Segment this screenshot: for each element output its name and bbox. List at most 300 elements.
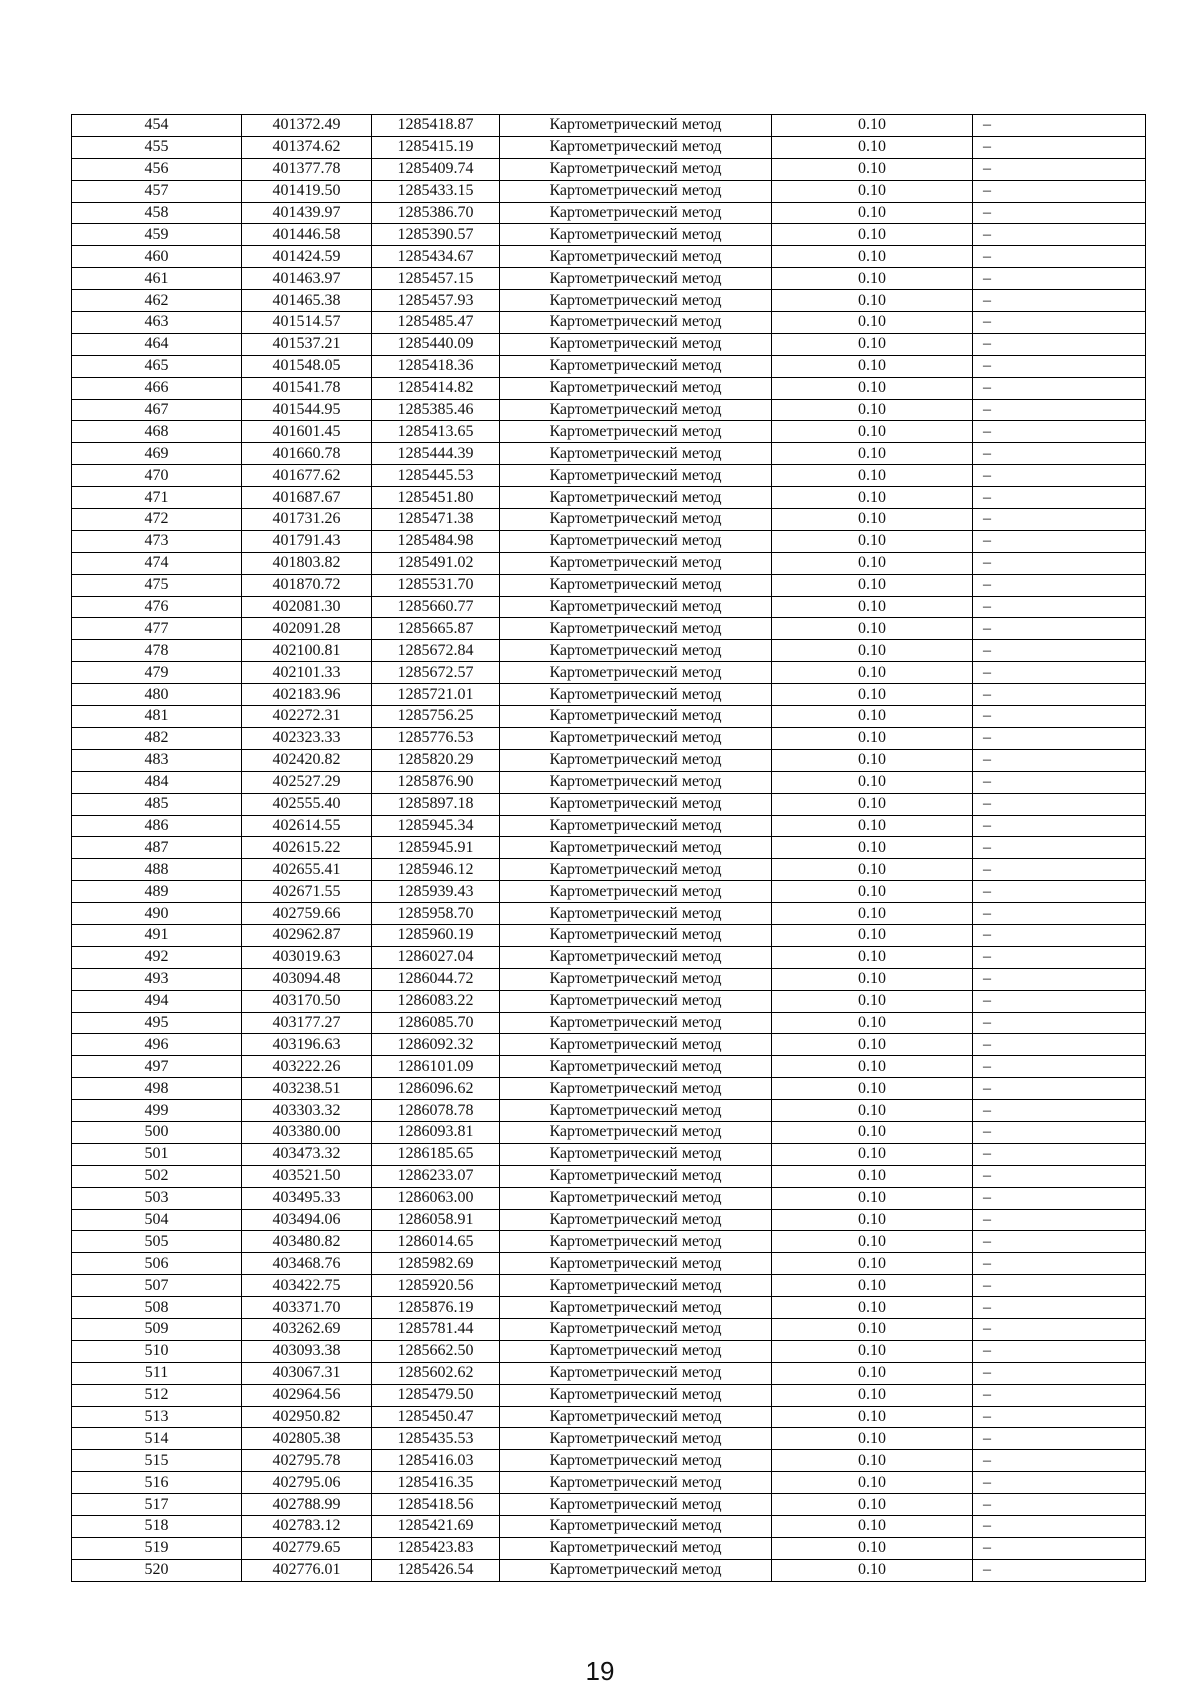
note-cell: – (973, 640, 1146, 662)
y-coordinate-cell: 1285444.39 (372, 443, 500, 465)
point-number-cell: 494 (72, 990, 242, 1012)
accuracy-cell: 0.10 (772, 662, 973, 684)
note-cell: – (973, 1384, 1146, 1406)
point-number-cell: 519 (72, 1537, 242, 1559)
point-number-cell: 457 (72, 180, 242, 202)
y-coordinate-cell: 1286063.00 (372, 1187, 500, 1209)
table-row (72, 377, 1146, 399)
x-coordinate-cell: 401731.26 (242, 509, 372, 531)
method-cell: Картометрический метод (500, 968, 772, 990)
method-cell: Картометрический метод (500, 115, 772, 137)
x-coordinate-cell: 401660.78 (242, 443, 372, 465)
point-number-cell: 488 (72, 859, 242, 881)
accuracy-cell: 0.10 (772, 355, 973, 377)
point-number-cell: 477 (72, 618, 242, 640)
y-coordinate-cell: 1285416.35 (372, 1472, 500, 1494)
table-row (72, 158, 1146, 180)
y-coordinate-cell: 1285485.47 (372, 312, 500, 334)
table-row (72, 115, 1146, 137)
x-coordinate-cell: 402615.22 (242, 837, 372, 859)
x-coordinate-cell: 402101.33 (242, 662, 372, 684)
y-coordinate-cell: 1285418.87 (372, 115, 500, 137)
x-coordinate-cell: 401424.59 (242, 246, 372, 268)
method-cell: Картометрический метод (500, 1494, 772, 1516)
method-cell: Картометрический метод (500, 552, 772, 574)
x-coordinate-cell: 402323.33 (242, 727, 372, 749)
table-row (72, 859, 1146, 881)
x-coordinate-cell: 403380.00 (242, 1121, 372, 1143)
note-cell: – (973, 399, 1146, 421)
note-cell: – (973, 552, 1146, 574)
accuracy-cell: 0.10 (772, 202, 973, 224)
accuracy-cell: 0.10 (772, 1187, 973, 1209)
y-coordinate-cell: 1286058.91 (372, 1209, 500, 1231)
method-cell: Картометрический метод (500, 1428, 772, 1450)
x-coordinate-cell: 403468.76 (242, 1253, 372, 1275)
point-number-cell: 481 (72, 706, 242, 728)
accuracy-cell: 0.10 (772, 443, 973, 465)
method-cell: Картометрический метод (500, 837, 772, 859)
point-number-cell: 476 (72, 596, 242, 618)
y-coordinate-cell: 1285418.56 (372, 1494, 500, 1516)
point-number-cell: 503 (72, 1187, 242, 1209)
method-cell: Картометрический метод (500, 574, 772, 596)
note-cell: – (973, 1100, 1146, 1122)
point-number-cell: 485 (72, 793, 242, 815)
table-row (72, 202, 1146, 224)
table-row (72, 1231, 1146, 1253)
x-coordinate-cell: 403094.48 (242, 968, 372, 990)
y-coordinate-cell: 1285946.12 (372, 859, 500, 881)
y-coordinate-cell: 1285939.43 (372, 881, 500, 903)
note-cell: – (973, 1428, 1146, 1450)
x-coordinate-cell: 403093.38 (242, 1340, 372, 1362)
x-coordinate-cell: 401537.21 (242, 333, 372, 355)
note-cell: – (973, 706, 1146, 728)
table-row (72, 1121, 1146, 1143)
method-cell: Картометрический метод (500, 268, 772, 290)
accuracy-cell: 0.10 (772, 1209, 973, 1231)
y-coordinate-cell: 1285876.90 (372, 771, 500, 793)
note-cell: – (973, 1362, 1146, 1384)
point-number-cell: 462 (72, 290, 242, 312)
x-coordinate-cell: 402962.87 (242, 924, 372, 946)
table-row (72, 1078, 1146, 1100)
y-coordinate-cell: 1285945.34 (372, 815, 500, 837)
x-coordinate-cell: 402272.31 (242, 706, 372, 728)
x-coordinate-cell: 401870.72 (242, 574, 372, 596)
accuracy-cell: 0.10 (772, 1012, 973, 1034)
y-coordinate-cell: 1285531.70 (372, 574, 500, 596)
note-cell: – (973, 837, 1146, 859)
accuracy-cell: 0.10 (772, 136, 973, 158)
accuracy-cell: 0.10 (772, 749, 973, 771)
y-coordinate-cell: 1285385.46 (372, 399, 500, 421)
note-cell: – (973, 1209, 1146, 1231)
y-coordinate-cell: 1285602.62 (372, 1362, 500, 1384)
method-cell: Картометрический метод (500, 1450, 772, 1472)
point-number-cell: 511 (72, 1362, 242, 1384)
y-coordinate-cell: 1285660.77 (372, 596, 500, 618)
point-number-cell: 517 (72, 1494, 242, 1516)
note-cell: – (973, 1143, 1146, 1165)
table-row (72, 706, 1146, 728)
note-cell: – (973, 1012, 1146, 1034)
x-coordinate-cell: 403177.27 (242, 1012, 372, 1034)
table-row (72, 771, 1146, 793)
table-row (72, 1559, 1146, 1581)
accuracy-cell: 0.10 (772, 684, 973, 706)
point-number-cell: 518 (72, 1516, 242, 1538)
method-cell: Картометрический метод (500, 640, 772, 662)
method-cell: Картометрический метод (500, 1121, 772, 1143)
method-cell: Картометрический метод (500, 487, 772, 509)
table-row (72, 1143, 1146, 1165)
y-coordinate-cell: 1286092.32 (372, 1034, 500, 1056)
note-cell: – (973, 355, 1146, 377)
table-row (72, 1384, 1146, 1406)
point-number-cell: 467 (72, 399, 242, 421)
point-number-cell: 487 (72, 837, 242, 859)
point-number-cell: 512 (72, 1384, 242, 1406)
method-cell: Картометрический метод (500, 1384, 772, 1406)
note-cell: – (973, 487, 1146, 509)
method-cell: Картометрический метод (500, 1143, 772, 1165)
x-coordinate-cell: 403480.82 (242, 1231, 372, 1253)
x-coordinate-cell: 401544.95 (242, 399, 372, 421)
method-cell: Картометрический метод (500, 136, 772, 158)
x-coordinate-cell: 403494.06 (242, 1209, 372, 1231)
note-cell: – (973, 1450, 1146, 1472)
note-cell: – (973, 246, 1146, 268)
table-row (72, 333, 1146, 355)
accuracy-cell: 0.10 (772, 224, 973, 246)
accuracy-cell: 0.10 (772, 1494, 973, 1516)
note-cell: – (973, 1034, 1146, 1056)
point-number-cell: 482 (72, 727, 242, 749)
note-cell: – (973, 793, 1146, 815)
y-coordinate-cell: 1286083.22 (372, 990, 500, 1012)
method-cell: Картометрический метод (500, 465, 772, 487)
note-cell: – (973, 1187, 1146, 1209)
accuracy-cell: 0.10 (772, 1384, 973, 1406)
table-row (72, 1275, 1146, 1297)
method-cell: Картометрический метод (500, 662, 772, 684)
point-number-cell: 507 (72, 1275, 242, 1297)
point-number-cell: 458 (72, 202, 242, 224)
coordinates-table (71, 114, 1146, 1582)
y-coordinate-cell: 1285445.53 (372, 465, 500, 487)
y-coordinate-cell: 1286233.07 (372, 1165, 500, 1187)
note-cell: – (973, 968, 1146, 990)
method-cell: Картометрический метод (500, 158, 772, 180)
note-cell: – (973, 158, 1146, 180)
y-coordinate-cell: 1285457.15 (372, 268, 500, 290)
point-number-cell: 508 (72, 1297, 242, 1319)
y-coordinate-cell: 1285876.19 (372, 1297, 500, 1319)
y-coordinate-cell: 1285435.53 (372, 1428, 500, 1450)
y-coordinate-cell: 1285820.29 (372, 749, 500, 771)
method-cell: Картометрический метод (500, 1297, 772, 1319)
note-cell: – (973, 115, 1146, 137)
y-coordinate-cell: 1285665.87 (372, 618, 500, 640)
accuracy-cell: 0.10 (772, 1100, 973, 1122)
accuracy-cell: 0.10 (772, 552, 973, 574)
note-cell: – (973, 202, 1146, 224)
accuracy-cell: 0.10 (772, 706, 973, 728)
x-coordinate-cell: 402805.38 (242, 1428, 372, 1450)
accuracy-cell: 0.10 (772, 815, 973, 837)
table-row (72, 946, 1146, 968)
method-cell: Картометрический метод (500, 946, 772, 968)
x-coordinate-cell: 401548.05 (242, 355, 372, 377)
accuracy-cell: 0.10 (772, 1253, 973, 1275)
y-coordinate-cell: 1286078.78 (372, 1100, 500, 1122)
x-coordinate-cell: 402655.41 (242, 859, 372, 881)
x-coordinate-cell: 402100.81 (242, 640, 372, 662)
table-row (72, 355, 1146, 377)
table-row (72, 924, 1146, 946)
y-coordinate-cell: 1285781.44 (372, 1318, 500, 1340)
y-coordinate-cell: 1285491.02 (372, 552, 500, 574)
y-coordinate-cell: 1285414.82 (372, 377, 500, 399)
note-cell: – (973, 903, 1146, 925)
accuracy-cell: 0.10 (772, 1406, 973, 1428)
table-row (72, 837, 1146, 859)
accuracy-cell: 0.10 (772, 1318, 973, 1340)
accuracy-cell: 0.10 (772, 421, 973, 443)
note-cell: – (973, 881, 1146, 903)
x-coordinate-cell: 401465.38 (242, 290, 372, 312)
method-cell: Картометрический метод (500, 1318, 772, 1340)
table-row (72, 1165, 1146, 1187)
point-number-cell: 459 (72, 224, 242, 246)
point-number-cell: 470 (72, 465, 242, 487)
accuracy-cell: 0.10 (772, 1340, 973, 1362)
table-row (72, 530, 1146, 552)
y-coordinate-cell: 1285982.69 (372, 1253, 500, 1275)
note-cell: – (973, 618, 1146, 640)
y-coordinate-cell: 1285415.19 (372, 136, 500, 158)
x-coordinate-cell: 401677.62 (242, 465, 372, 487)
accuracy-cell: 0.10 (772, 1297, 973, 1319)
note-cell: – (973, 180, 1146, 202)
method-cell: Картометрический метод (500, 355, 772, 377)
method-cell: Картометрический метод (500, 399, 772, 421)
method-cell: Картометрический метод (500, 180, 772, 202)
note-cell: – (973, 684, 1146, 706)
note-cell: – (973, 1056, 1146, 1078)
note-cell: – (973, 421, 1146, 443)
y-coordinate-cell: 1285421.69 (372, 1516, 500, 1538)
point-number-cell: 484 (72, 771, 242, 793)
table-row (72, 618, 1146, 640)
table-row (72, 1012, 1146, 1034)
table-row (72, 224, 1146, 246)
method-cell: Картометрический метод (500, 903, 772, 925)
x-coordinate-cell: 402091.28 (242, 618, 372, 640)
method-cell: Картометрический метод (500, 1187, 772, 1209)
table-row (72, 1209, 1146, 1231)
table-row (72, 749, 1146, 771)
point-number-cell: 475 (72, 574, 242, 596)
table-row (72, 793, 1146, 815)
y-coordinate-cell: 1286096.62 (372, 1078, 500, 1100)
y-coordinate-cell: 1285479.50 (372, 1384, 500, 1406)
table-row (72, 421, 1146, 443)
point-number-cell: 489 (72, 881, 242, 903)
accuracy-cell: 0.10 (772, 1516, 973, 1538)
point-number-cell: 496 (72, 1034, 242, 1056)
y-coordinate-cell: 1286101.09 (372, 1056, 500, 1078)
accuracy-cell: 0.10 (772, 640, 973, 662)
point-number-cell: 454 (72, 115, 242, 137)
y-coordinate-cell: 1285451.80 (372, 487, 500, 509)
x-coordinate-cell: 401791.43 (242, 530, 372, 552)
point-number-cell: 500 (72, 1121, 242, 1143)
x-coordinate-cell: 403371.70 (242, 1297, 372, 1319)
accuracy-cell: 0.10 (772, 312, 973, 334)
accuracy-cell: 0.10 (772, 596, 973, 618)
table-row (72, 290, 1146, 312)
point-number-cell: 506 (72, 1253, 242, 1275)
x-coordinate-cell: 403238.51 (242, 1078, 372, 1100)
note-cell: – (973, 946, 1146, 968)
point-number-cell: 478 (72, 640, 242, 662)
note-cell: – (973, 1406, 1146, 1428)
x-coordinate-cell: 401372.49 (242, 115, 372, 137)
note-cell: – (973, 1078, 1146, 1100)
accuracy-cell: 0.10 (772, 115, 973, 137)
accuracy-cell: 0.10 (772, 574, 973, 596)
note-cell: – (973, 509, 1146, 531)
note-cell: – (973, 574, 1146, 596)
x-coordinate-cell: 402759.66 (242, 903, 372, 925)
point-number-cell: 455 (72, 136, 242, 158)
method-cell: Картометрический метод (500, 202, 772, 224)
table-row (72, 1318, 1146, 1340)
note-cell: – (973, 377, 1146, 399)
table-row (72, 881, 1146, 903)
x-coordinate-cell: 402081.30 (242, 596, 372, 618)
note-cell: – (973, 1165, 1146, 1187)
x-coordinate-cell: 402183.96 (242, 684, 372, 706)
method-cell: Картометрический метод (500, 1012, 772, 1034)
x-coordinate-cell: 403222.26 (242, 1056, 372, 1078)
method-cell: Картометрический метод (500, 1472, 772, 1494)
point-number-cell: 471 (72, 487, 242, 509)
method-cell: Картометрический метод (500, 530, 772, 552)
method-cell: Картометрический метод (500, 881, 772, 903)
accuracy-cell: 0.10 (772, 333, 973, 355)
y-coordinate-cell: 1285721.01 (372, 684, 500, 706)
table-row (72, 903, 1146, 925)
x-coordinate-cell: 403521.50 (242, 1165, 372, 1187)
table-row (72, 662, 1146, 684)
accuracy-cell: 0.10 (772, 1428, 973, 1450)
table-row (72, 552, 1146, 574)
x-coordinate-cell: 403170.50 (242, 990, 372, 1012)
table-row (72, 246, 1146, 268)
table-row (72, 1406, 1146, 1428)
point-number-cell: 473 (72, 530, 242, 552)
x-coordinate-cell: 403473.32 (242, 1143, 372, 1165)
x-coordinate-cell: 401419.50 (242, 180, 372, 202)
table-row (72, 684, 1146, 706)
note-cell: – (973, 1275, 1146, 1297)
accuracy-cell: 0.10 (772, 509, 973, 531)
y-coordinate-cell: 1285960.19 (372, 924, 500, 946)
table-row (72, 1537, 1146, 1559)
x-coordinate-cell: 403303.32 (242, 1100, 372, 1122)
x-coordinate-cell: 402795.78 (242, 1450, 372, 1472)
note-cell: – (973, 749, 1146, 771)
table-row (72, 815, 1146, 837)
method-cell: Картометрический метод (500, 246, 772, 268)
method-cell: Картометрический метод (500, 1078, 772, 1100)
accuracy-cell: 0.10 (772, 1362, 973, 1384)
note-cell: – (973, 815, 1146, 837)
method-cell: Картометрический метод (500, 443, 772, 465)
point-number-cell: 464 (72, 333, 242, 355)
method-cell: Картометрический метод (500, 421, 772, 443)
table-row (72, 574, 1146, 596)
y-coordinate-cell: 1285426.54 (372, 1559, 500, 1581)
method-cell: Картометрический метод (500, 312, 772, 334)
y-coordinate-cell: 1285484.98 (372, 530, 500, 552)
y-coordinate-cell: 1285457.93 (372, 290, 500, 312)
table-row (72, 487, 1146, 509)
accuracy-cell: 0.10 (772, 1121, 973, 1143)
point-number-cell: 490 (72, 903, 242, 925)
y-coordinate-cell: 1285413.65 (372, 421, 500, 443)
note-cell: – (973, 1297, 1146, 1319)
table-row (72, 1428, 1146, 1450)
note-cell: – (973, 924, 1146, 946)
point-number-cell: 505 (72, 1231, 242, 1253)
method-cell: Картометрический метод (500, 1231, 772, 1253)
accuracy-cell: 0.10 (772, 1537, 973, 1559)
accuracy-cell: 0.10 (772, 990, 973, 1012)
accuracy-cell: 0.10 (772, 837, 973, 859)
point-number-cell: 480 (72, 684, 242, 706)
accuracy-cell: 0.10 (772, 1472, 973, 1494)
x-coordinate-cell: 403262.69 (242, 1318, 372, 1340)
point-number-cell: 514 (72, 1428, 242, 1450)
x-coordinate-cell: 401374.62 (242, 136, 372, 158)
point-number-cell: 461 (72, 268, 242, 290)
x-coordinate-cell: 401439.97 (242, 202, 372, 224)
accuracy-cell: 0.10 (772, 1143, 973, 1165)
point-number-cell: 465 (72, 355, 242, 377)
table-row (72, 968, 1146, 990)
x-coordinate-cell: 402776.01 (242, 1559, 372, 1581)
x-coordinate-cell: 402950.82 (242, 1406, 372, 1428)
method-cell: Картометрический метод (500, 1406, 772, 1428)
y-coordinate-cell: 1285433.15 (372, 180, 500, 202)
note-cell: – (973, 662, 1146, 684)
table-row (72, 268, 1146, 290)
method-cell: Картометрический метод (500, 1362, 772, 1384)
y-coordinate-cell: 1285945.91 (372, 837, 500, 859)
accuracy-cell: 0.10 (772, 727, 973, 749)
accuracy-cell: 0.10 (772, 968, 973, 990)
method-cell: Картометрический метод (500, 1253, 772, 1275)
table-row (72, 509, 1146, 531)
accuracy-cell: 0.10 (772, 268, 973, 290)
accuracy-cell: 0.10 (772, 924, 973, 946)
point-number-cell: 499 (72, 1100, 242, 1122)
